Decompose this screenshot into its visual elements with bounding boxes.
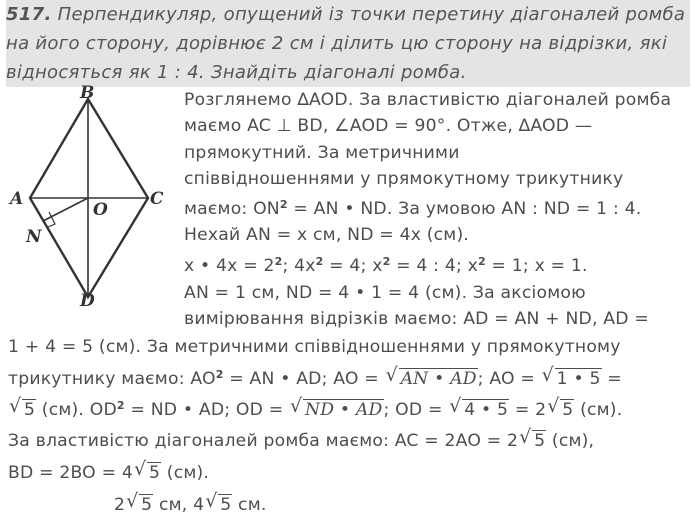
sqrt-5: √ 5 xyxy=(9,395,36,420)
solution-line-8: AN = 1 см, ND = 4 • 1 = 4 (см). За аксіомою xyxy=(184,283,586,303)
sqrt-an-ad: √ AN • AD xyxy=(385,364,477,389)
label-a: A xyxy=(10,189,24,209)
solution-line-14: BD = 2BO = 4 √ 5 (см). xyxy=(8,458,210,483)
sqrt-5-e: √ 5 xyxy=(126,490,153,515)
solution-line-11: трикутнику маємо: $AO^2$ = AN • AD; AO = √ AN • AD; AO = √ 1 • 5 = xyxy=(8,364,622,389)
solution-line-6: Нехай AN = x см, ND = 4x (см). xyxy=(184,225,470,245)
sqrt-5-f: √ 5 xyxy=(205,490,232,515)
sqrt-4-5: √ 4 • 5 xyxy=(449,395,509,420)
right-angle-mark xyxy=(48,212,55,227)
answer-line: 2 √ 5 см, 4 √ 5 см. xyxy=(114,490,267,515)
label-c: C xyxy=(150,189,164,209)
solution-line-5: маємо: $ON^2$ = AN • ND. За умовою AN : ND = 1 : 4. xyxy=(184,198,642,219)
problem-line-2: на його сторону, дорівнює 2 см і ділить цю сторону на відрізки, які xyxy=(6,33,668,54)
sqrt-5-d: √ 5 xyxy=(133,458,161,483)
solution-line-7: x • $4x = 2^2$; $4x^2 = 4$; $x^2 = 4$ : 4; $x^2 = 1$; x = 1. xyxy=(184,255,588,276)
perpendicular-on xyxy=(43,198,88,221)
sqrt-1-5: √ 1 • 5 xyxy=(541,364,601,389)
solution-line-12: √ 5 (см). $OD^2$ = ND • AD; OD = √ ND • AD; OD = √ 4 • 5 = 2 √ 5 (см). xyxy=(9,395,623,420)
label-n: N xyxy=(26,227,42,247)
solution-line-9: вимірювання відрізків маємо: AD = AN + ND, AD = xyxy=(184,309,649,329)
sqrt-5-c: √ 5 xyxy=(519,426,546,451)
label-o: O xyxy=(93,200,108,220)
solution-line-3: прямокутний. За метричними xyxy=(184,143,460,163)
problem-statement xyxy=(6,0,690,87)
problem-line-3: відносяться як 1 : 4. Знайдіть діагоналі ромба. xyxy=(6,62,467,83)
problem-line-1: 517. Перпендикуляр, опущений із точки перетину діагоналей ромба xyxy=(6,4,686,25)
solution-line-1: Розглянемо ∆AOD. За властивістю діагоналей ромба xyxy=(184,90,672,110)
sqrt-nd-ad: √ ND • AD xyxy=(290,395,383,420)
solution-line-10: 1 + 4 = 5 (см). За метричними співвідношеннями у прямокутному xyxy=(8,337,621,357)
label-b: B xyxy=(80,84,95,103)
label-d: D xyxy=(80,291,95,311)
solution-line-4: співвідношеннями у прямокутному трикутнику xyxy=(184,169,624,189)
sqrt-5-b: √ 5 xyxy=(547,395,574,420)
solution-line-13: За властивістю діагоналей ромба маємо: AC = 2AO = 2 √ 5 (см), xyxy=(8,426,595,451)
problem-number: 517. xyxy=(6,4,52,25)
rhombus-figure xyxy=(0,84,180,314)
solution-line-2: маємо AC ⊥ BD, ∠AOD = 90°. Отже, ∆AOD — xyxy=(184,116,593,136)
